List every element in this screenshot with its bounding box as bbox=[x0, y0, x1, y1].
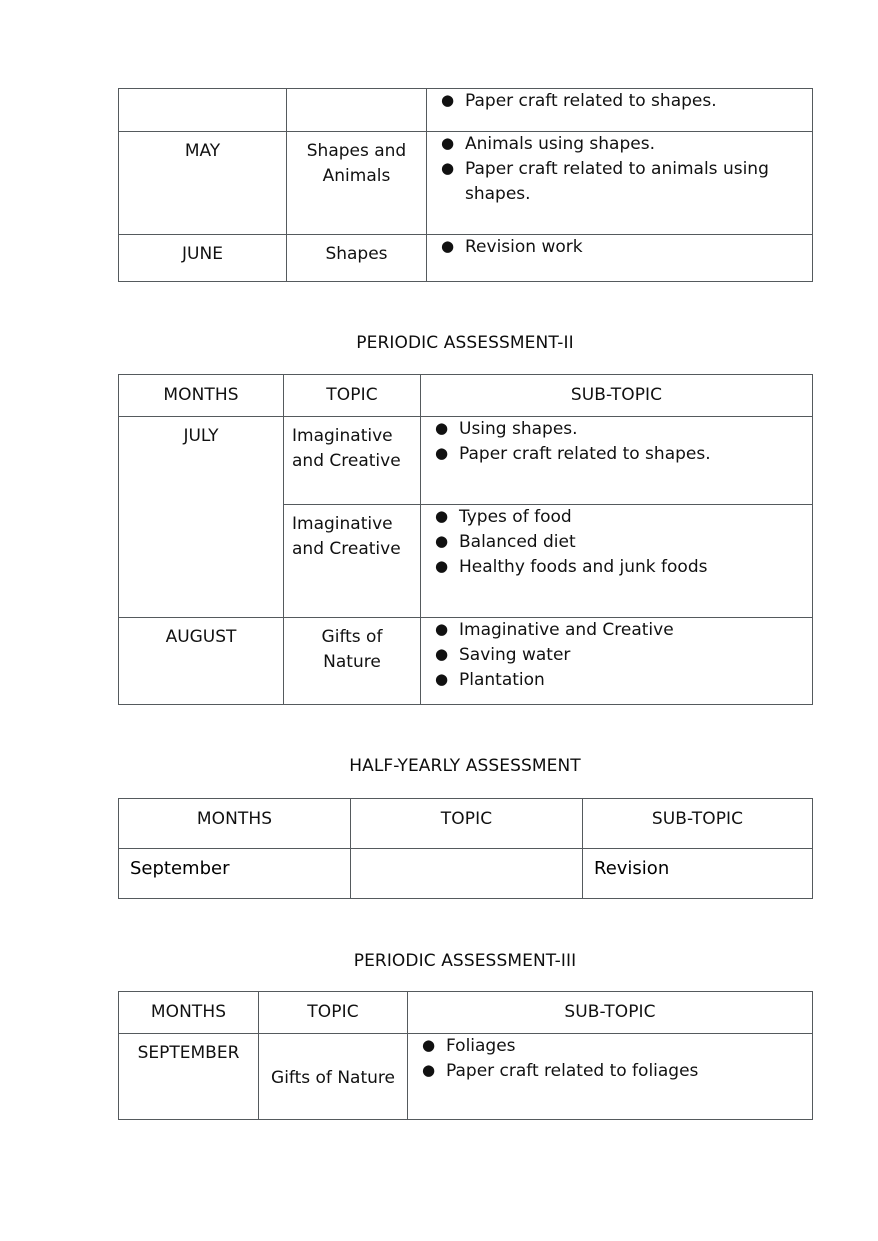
subtopic-list bbox=[421, 505, 812, 580]
list-item bbox=[421, 555, 812, 580]
subtopic-text: Paper craft related to shapes. bbox=[459, 443, 711, 464]
column-header-topic bbox=[351, 799, 583, 849]
column-header-months bbox=[119, 992, 259, 1034]
bullet-icon: ● bbox=[441, 237, 455, 255]
topic-value: Shapes bbox=[325, 244, 388, 264]
subtopic-text: Revision work bbox=[465, 237, 583, 257]
subtopic-cell bbox=[427, 89, 813, 132]
bullet-icon: ● bbox=[435, 619, 449, 638]
list-item bbox=[421, 442, 812, 467]
list-item bbox=[408, 1059, 812, 1084]
topic-cell bbox=[259, 1033, 408, 1119]
topic-cell bbox=[287, 89, 427, 132]
topic-value: Imaginative and Creative bbox=[292, 513, 401, 559]
bullet-icon: ● bbox=[435, 506, 449, 525]
topic-spacer bbox=[267, 1041, 399, 1066]
column-header-months bbox=[119, 799, 351, 849]
bullet-icon: ● bbox=[441, 91, 455, 109]
list-item bbox=[421, 618, 812, 643]
column-header-topic bbox=[259, 992, 408, 1034]
bullet-icon: ● bbox=[441, 158, 455, 177]
subtopic-list bbox=[427, 235, 812, 260]
subtopic-text: Types of food bbox=[459, 506, 572, 527]
bullet-icon: ● bbox=[435, 443, 449, 462]
list-item bbox=[427, 157, 812, 207]
header-label: TOPIC bbox=[440, 809, 493, 829]
list-item bbox=[408, 1034, 812, 1059]
month-cell bbox=[119, 849, 351, 899]
bullet-icon: ● bbox=[435, 418, 449, 437]
table-row bbox=[119, 617, 813, 704]
month-value: JULY bbox=[183, 425, 219, 446]
topic-cell-inner bbox=[259, 1034, 407, 1099]
month-value: September bbox=[130, 858, 230, 879]
subtopic-list bbox=[427, 132, 812, 207]
table-row bbox=[119, 849, 813, 899]
column-header-subtopic bbox=[421, 375, 813, 417]
subtopic-text: Imaginative and Creative bbox=[459, 619, 674, 640]
subtopic-list bbox=[408, 1034, 812, 1084]
header-label: MONTHS bbox=[163, 385, 239, 405]
header-label: SUB-TOPIC bbox=[651, 809, 744, 829]
month-value: MAY bbox=[184, 141, 221, 161]
header-label: MONTHS bbox=[196, 809, 273, 829]
section-title-half-yearly-assessment: HALF-YEARLY ASSESSMENT bbox=[349, 756, 581, 776]
header-label: MONTHS bbox=[150, 1002, 227, 1022]
table-row bbox=[119, 235, 813, 282]
subtopic-list bbox=[421, 618, 812, 693]
month-cell bbox=[119, 416, 284, 617]
table-row bbox=[119, 1033, 813, 1119]
subtopic-cell bbox=[421, 504, 813, 617]
subtopic-cell bbox=[421, 617, 813, 704]
periodic-assessment-2-table bbox=[118, 374, 813, 705]
section-title-periodic-assessment-2: PERIODIC ASSESSMENT-II bbox=[356, 333, 574, 353]
subtopic-text: Plantation bbox=[459, 669, 545, 690]
table-header-row bbox=[119, 375, 813, 417]
topic-value: Gifts of Nature bbox=[271, 1067, 395, 1088]
half-yearly-assessment-table bbox=[118, 798, 813, 899]
table-row bbox=[119, 416, 813, 504]
subtopic-text: Paper craft related to foliages bbox=[446, 1060, 699, 1081]
bullet-icon: ● bbox=[441, 134, 455, 152]
topic-value: Gifts of Nature bbox=[321, 626, 383, 672]
header-label: SUB-TOPIC bbox=[564, 1002, 656, 1022]
bullet-icon: ● bbox=[422, 1035, 436, 1054]
column-header-topic bbox=[284, 375, 421, 417]
month-cell bbox=[119, 132, 287, 235]
month-cell bbox=[119, 89, 287, 132]
bullet-icon: ● bbox=[435, 644, 449, 663]
section-title-periodic-assessment-3: PERIODIC ASSESSMENT-III bbox=[353, 951, 577, 971]
topic-cell bbox=[284, 416, 421, 504]
subtopic-cell bbox=[408, 1033, 813, 1119]
column-header-subtopic bbox=[583, 799, 813, 849]
month-value: JUNE bbox=[182, 244, 223, 264]
topic-cell bbox=[287, 132, 427, 235]
subtopic-text: Animals using shapes. bbox=[465, 134, 655, 154]
header-label: TOPIC bbox=[307, 1002, 359, 1022]
list-item bbox=[421, 505, 812, 530]
periodic-assessment-3-table bbox=[118, 991, 813, 1120]
month-value bbox=[119, 89, 286, 104]
list-item bbox=[421, 643, 812, 668]
column-header-subtopic bbox=[408, 992, 813, 1034]
table-header-row bbox=[119, 992, 813, 1034]
list-item bbox=[421, 530, 812, 555]
subtopic-cell bbox=[421, 416, 813, 504]
subtopic-text: Foliages bbox=[446, 1035, 516, 1056]
bullet-icon: ● bbox=[435, 531, 449, 550]
bullet-icon: ● bbox=[435, 556, 449, 575]
table-row bbox=[119, 89, 813, 132]
topic-cell bbox=[351, 849, 583, 899]
header-label: SUB-TOPIC bbox=[570, 385, 663, 405]
month-cell bbox=[119, 617, 284, 704]
topic-value: Shapes and Animals bbox=[306, 141, 407, 186]
month-cell bbox=[119, 235, 287, 282]
list-item bbox=[421, 417, 812, 442]
month-cell bbox=[119, 1033, 259, 1119]
list-item bbox=[427, 89, 812, 114]
topic-value bbox=[287, 89, 426, 104]
topic-cell bbox=[287, 235, 427, 282]
table-row bbox=[119, 132, 813, 235]
subtopic-value: Revision bbox=[594, 858, 670, 879]
subtopic-list bbox=[421, 417, 812, 467]
table-header-row bbox=[119, 799, 813, 849]
subtopic-text: Balanced diet bbox=[459, 531, 576, 552]
list-item bbox=[427, 235, 812, 260]
subtopic-text: Healthy foods and junk foods bbox=[459, 556, 708, 577]
periodic-assessment-continued-table bbox=[118, 88, 813, 282]
topic-value: Imaginative and Creative bbox=[292, 425, 401, 471]
subtopic-text: Using shapes. bbox=[459, 418, 578, 439]
subtopic-list bbox=[427, 89, 812, 114]
column-header-months bbox=[119, 375, 284, 417]
topic-cell bbox=[284, 617, 421, 704]
topic-value bbox=[351, 849, 582, 864]
month-value: SEPTEMBER bbox=[137, 1042, 240, 1063]
list-item bbox=[427, 132, 812, 157]
bullet-icon: ● bbox=[435, 669, 449, 688]
header-label: TOPIC bbox=[326, 385, 378, 405]
subtopic-text: Paper craft related to animals using shapes. bbox=[465, 158, 769, 204]
bullet-icon: ● bbox=[422, 1060, 436, 1079]
topic-cell bbox=[284, 504, 421, 617]
subtopic-text: Paper craft related to shapes. bbox=[465, 91, 717, 111]
subtopic-cell bbox=[583, 849, 813, 899]
subtopic-cell bbox=[427, 235, 813, 282]
list-item bbox=[421, 668, 812, 693]
subtopic-text: Saving water bbox=[459, 644, 571, 665]
subtopic-cell bbox=[427, 132, 813, 235]
month-value: AUGUST bbox=[165, 626, 237, 647]
